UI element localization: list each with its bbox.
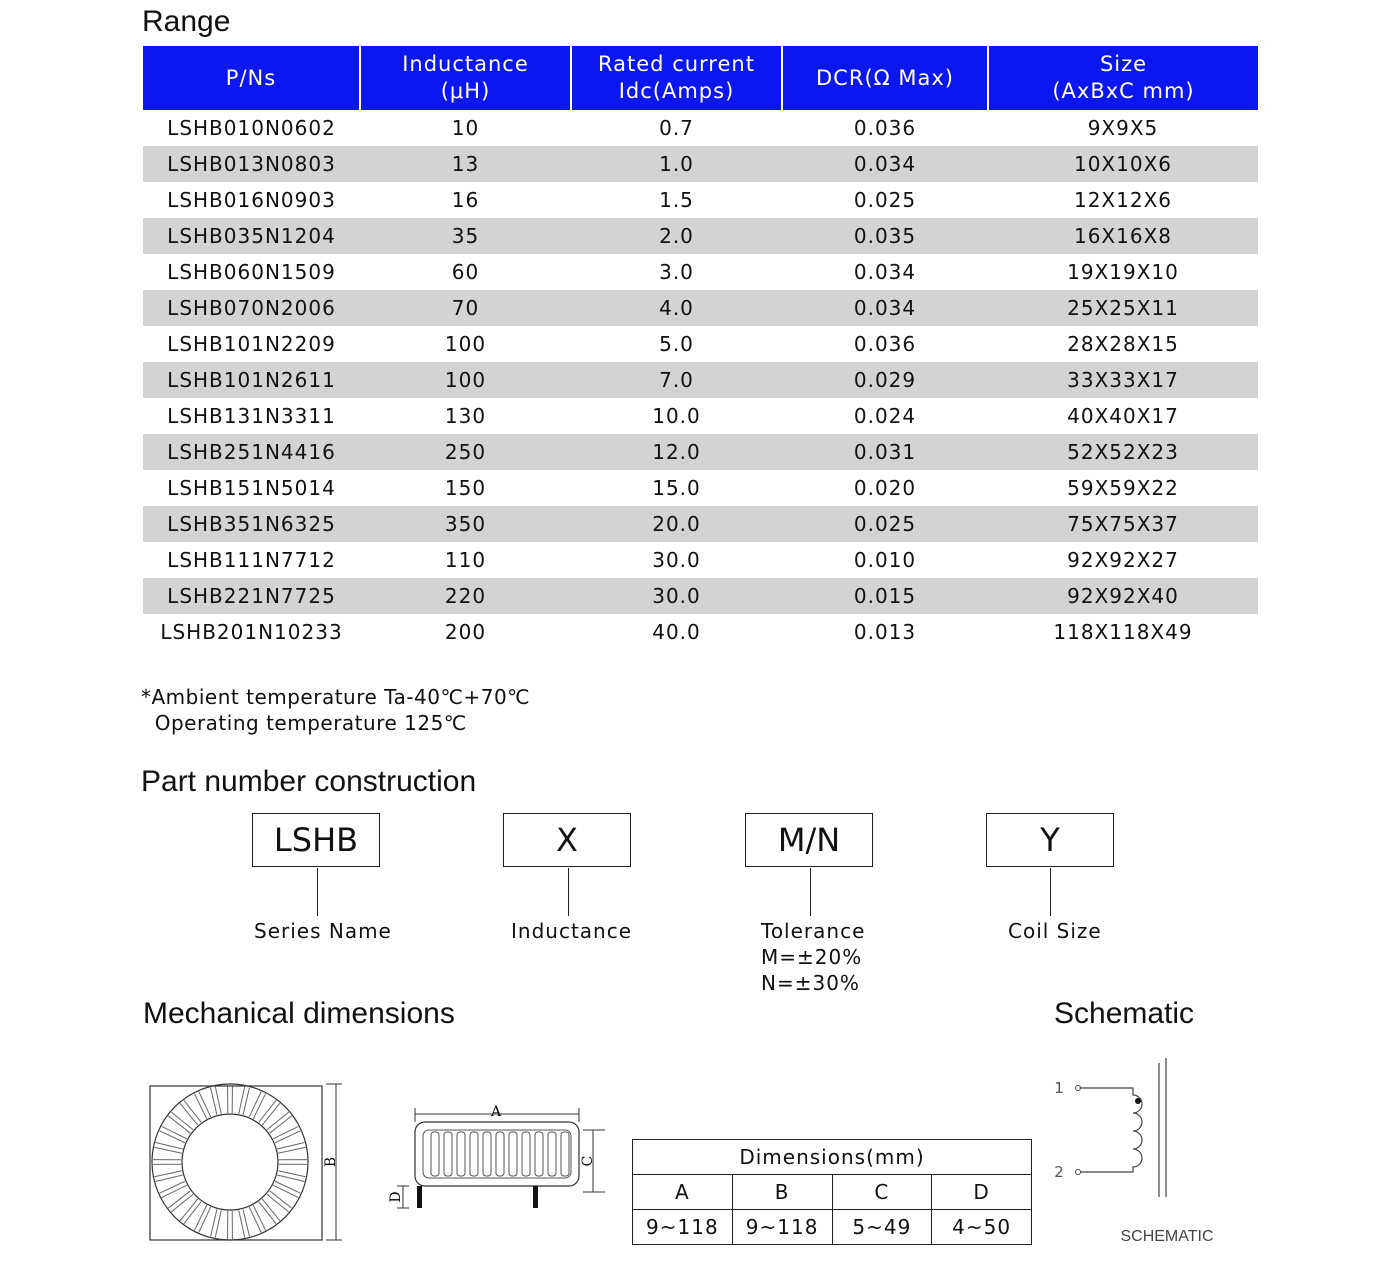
toroid-side-core [423, 1130, 571, 1178]
cell-dcr: 0.036 [853, 332, 917, 356]
table-row [143, 110, 1258, 146]
side-winding-loop [431, 1132, 439, 1176]
cell-dcr: 0.010 [853, 548, 917, 572]
dim-header-c: C [832, 1175, 932, 1210]
table-row [143, 434, 1258, 470]
table-row [143, 290, 1258, 326]
operating-temperature-note: Operating temperature 125℃ [141, 711, 467, 735]
pn-connector-inductance [568, 868, 569, 916]
dim-header-a: A [633, 1175, 733, 1210]
dimensions-value-row [633, 1210, 1032, 1245]
dim-value-c: 5~49 [832, 1210, 932, 1245]
cell-pn: LSHB035N1204 [143, 218, 360, 254]
tolerance-m-value: M=±20% [761, 945, 863, 969]
cell-pn: LSHB151N5014 [167, 476, 336, 500]
dim-b-label: B [323, 1156, 339, 1168]
header-dcr: DCR(Ω Max) [782, 46, 988, 110]
cell-inductance: 70 [360, 290, 571, 326]
cell-inductance: 16 [451, 188, 480, 212]
winding-stroke [273, 1126, 298, 1138]
pn-box-coil-size: Y [986, 813, 1114, 867]
cell-inductance: 220 [360, 578, 571, 614]
cell-dcr: 0.015 [782, 578, 988, 614]
table-row [143, 326, 1258, 362]
mechanical-dimensions-title: Mechanical dimensions [143, 997, 455, 1030]
cell-inductance: 110 [444, 548, 487, 572]
cell-size: 52X52X23 [988, 434, 1258, 470]
tolerance-n-value: N=±30% [761, 971, 860, 995]
dim-d-label: D [388, 1191, 404, 1203]
cell-size: 59X59X22 [1067, 476, 1179, 500]
cell-size: 19X19X10 [1067, 260, 1179, 284]
cell-pn: LSHB351N6325 [143, 506, 360, 542]
table-row [143, 542, 1258, 578]
tolerance-label: Tolerance [761, 919, 866, 943]
table-row [143, 182, 1258, 218]
cell-inductance: 130 [444, 404, 487, 428]
cell-dcr: 0.025 [782, 506, 988, 542]
cell-inductance: 200 [444, 620, 487, 644]
winding-stroke [275, 1181, 300, 1193]
pn-label-series-name: Series Name [254, 919, 392, 943]
cell-rated-current: 1.5 [659, 188, 694, 212]
dim-value-a: 9~118 [633, 1210, 733, 1245]
schematic-pin-2-label: 2 [1054, 1163, 1064, 1181]
cell-rated-current: 20.0 [571, 506, 782, 542]
cell-rated-current: 12.0 [571, 434, 782, 470]
cell-pn: LSHB060N1509 [167, 260, 336, 284]
cell-dcr: 0.013 [853, 620, 917, 644]
cell-inductance: 350 [360, 506, 571, 542]
cell-inductance: 10 [451, 116, 480, 140]
cell-pn: LSHB131N3311 [167, 404, 336, 428]
side-winding-loop [548, 1132, 556, 1176]
cell-rated-current: 1.0 [571, 146, 782, 182]
toroid-side-body [415, 1122, 579, 1186]
dim-c-label: C [580, 1155, 596, 1167]
pn-label-inductance: Inductance [511, 919, 633, 943]
cell-rated-current: 15.0 [652, 476, 701, 500]
winding-stroke [162, 1185, 187, 1197]
header-rated-current: Rated current Idc(Amps) [571, 46, 782, 110]
toroid-inner-circle [182, 1114, 278, 1210]
cell-size: 92X92X40 [988, 578, 1258, 614]
cell-size: 25X25X11 [988, 290, 1258, 326]
pn-label-coil-size: Coil Size [1008, 919, 1102, 943]
cell-dcr: 0.036 [853, 116, 917, 140]
pn-box-tolerance: M/N [745, 813, 873, 867]
cell-rated-current: 30.0 [652, 548, 701, 572]
side-winding-loop [470, 1132, 478, 1176]
winding-stroke [199, 1092, 211, 1117]
toroid-outline-box [150, 1086, 322, 1240]
cell-size: 9X9X5 [1087, 116, 1159, 140]
schematic-polarity-dot [1135, 1098, 1141, 1104]
side-winding-loop [561, 1132, 569, 1176]
table-row [143, 398, 1258, 434]
schematic-terminal-2 [1076, 1170, 1081, 1175]
winding-stroke [273, 1185, 298, 1197]
cell-rated-current: 40.0 [652, 620, 701, 644]
table-row [143, 146, 1258, 182]
dim-header-b: B [732, 1175, 832, 1210]
cell-rated-current: 10.0 [652, 404, 701, 428]
cell-pn: LSHB201N10233 [160, 620, 343, 644]
dimensions-table [632, 1139, 1032, 1245]
cell-rated-current: 7.0 [571, 362, 782, 398]
cell-size: 33X33X17 [988, 362, 1258, 398]
winding-stroke [162, 1126, 187, 1138]
cell-size: 12X12X6 [1073, 188, 1173, 212]
cell-size: 75X75X37 [988, 506, 1258, 542]
cell-pn: LSHB013N0803 [143, 146, 360, 182]
header-inductance: Inductance (μH) [360, 46, 571, 110]
dimensions-header-row [633, 1175, 1032, 1210]
pn-label-tolerance [761, 918, 865, 996]
cell-pn: LSHB016N0903 [167, 188, 336, 212]
side-windings [431, 1132, 569, 1176]
side-winding-loop [483, 1132, 491, 1176]
pn-connector-coil-size [1050, 868, 1051, 916]
cell-size: 16X16X8 [988, 218, 1258, 254]
cell-dcr: 0.020 [853, 476, 917, 500]
winding-stroke [199, 1207, 211, 1232]
ambient-temperature-note: *Ambient temperature Ta-40℃+70℃ [141, 685, 531, 709]
cell-pn: LSHB101N2209 [167, 332, 336, 356]
winding-stroke [194, 1094, 206, 1119]
cell-rated-current: 4.0 [571, 290, 782, 326]
dim-value-d: 4~50 [932, 1210, 1032, 1245]
range-table [143, 46, 1258, 650]
pn-box-inductance: X [503, 813, 631, 867]
cell-rated-current: 0.7 [659, 116, 694, 140]
cell-pn: LSHB010N0602 [167, 116, 336, 140]
cell-inductance: 150 [444, 476, 487, 500]
cell-dcr: 0.029 [782, 362, 988, 398]
schematic-drawing [1045, 1055, 1245, 1255]
schematic-coil [1081, 1088, 1142, 1172]
lead-right [533, 1186, 538, 1208]
side-winding-loop [457, 1132, 465, 1176]
dim-value-b: 9~118 [732, 1210, 832, 1245]
cell-pn: LSHB221N7725 [143, 578, 360, 614]
toroid-outer-circle [152, 1084, 308, 1240]
cell-pn: LSHB251N4416 [143, 434, 360, 470]
cell-dcr: 0.035 [782, 218, 988, 254]
cell-dcr: 0.034 [782, 146, 988, 182]
side-winding-loop [444, 1132, 452, 1176]
cell-size: 28X28X15 [1067, 332, 1179, 356]
cell-inductance: 100 [444, 332, 487, 356]
cell-inductance: 100 [360, 362, 571, 398]
cell-dcr: 0.034 [853, 260, 917, 284]
cell-pn: LSHB101N2611 [143, 362, 360, 398]
cell-size: 92X92X27 [1067, 548, 1179, 572]
schematic-title: Schematic [1054, 997, 1195, 1030]
side-winding-loop [509, 1132, 517, 1176]
dimensions-title-row [633, 1140, 1032, 1175]
cell-size: 40X40X17 [1067, 404, 1179, 428]
table-row [143, 218, 1258, 254]
cell-size: 10X10X6 [988, 146, 1258, 182]
table-row [143, 506, 1258, 542]
winding-stroke [253, 1094, 265, 1119]
cell-rated-current: 5.0 [659, 332, 694, 356]
schematic-pin-1-label: 1 [1054, 1079, 1064, 1097]
cell-rated-current: 2.0 [571, 218, 782, 254]
cell-pn: LSHB111N7712 [167, 548, 336, 572]
cell-pn: LSHB070N2006 [143, 290, 360, 326]
winding-stroke [160, 1181, 185, 1193]
cell-dcr: 0.025 [853, 188, 917, 212]
pn-box-series: LSHB [252, 813, 380, 867]
winding-stroke [249, 1092, 261, 1117]
table-row [143, 578, 1258, 614]
toroid-windings [153, 1085, 307, 1239]
toroid-top-view-drawing [146, 1080, 346, 1245]
range-title: Range [142, 5, 231, 38]
pn-connector-series [317, 868, 318, 916]
cell-dcr: 0.031 [782, 434, 988, 470]
table-row [143, 470, 1258, 506]
cell-inductance: 250 [360, 434, 571, 470]
part-number-title: Part number construction [141, 765, 477, 798]
winding-stroke [249, 1207, 261, 1232]
winding-stroke [160, 1131, 185, 1143]
header-size: Size (AxBxC mm) [988, 46, 1258, 110]
side-winding-loop [522, 1132, 530, 1176]
dimensions-title: Dimensions(mm) [633, 1140, 1032, 1175]
cell-dcr: 0.034 [782, 290, 988, 326]
dim-header-d: D [932, 1175, 1032, 1210]
schematic-caption: SCHEMATIC [1120, 1228, 1214, 1245]
cell-rated-current: 3.0 [659, 260, 694, 284]
winding-stroke [275, 1131, 300, 1143]
toroid-side-view-drawing [383, 1100, 613, 1240]
side-winding-loop [496, 1132, 504, 1176]
dim-a-label: A [490, 1104, 502, 1120]
cell-size: 118X118X49 [1053, 620, 1193, 644]
side-winding-loop [535, 1132, 543, 1176]
pn-connector-tolerance [810, 868, 811, 916]
table-row [143, 614, 1258, 650]
table-row [143, 362, 1258, 398]
header-pns: P/Ns [143, 46, 360, 110]
cell-inductance: 60 [451, 260, 480, 284]
cell-dcr: 0.024 [853, 404, 917, 428]
range-table-header-row [143, 46, 1258, 110]
winding-stroke [194, 1205, 206, 1230]
cell-inductance: 13 [360, 146, 571, 182]
table-row [143, 254, 1258, 290]
winding-stroke [253, 1205, 265, 1230]
cell-inductance: 35 [360, 218, 571, 254]
lead-left [417, 1186, 422, 1208]
cell-rated-current: 30.0 [571, 578, 782, 614]
schematic-terminal-1 [1076, 1086, 1081, 1091]
